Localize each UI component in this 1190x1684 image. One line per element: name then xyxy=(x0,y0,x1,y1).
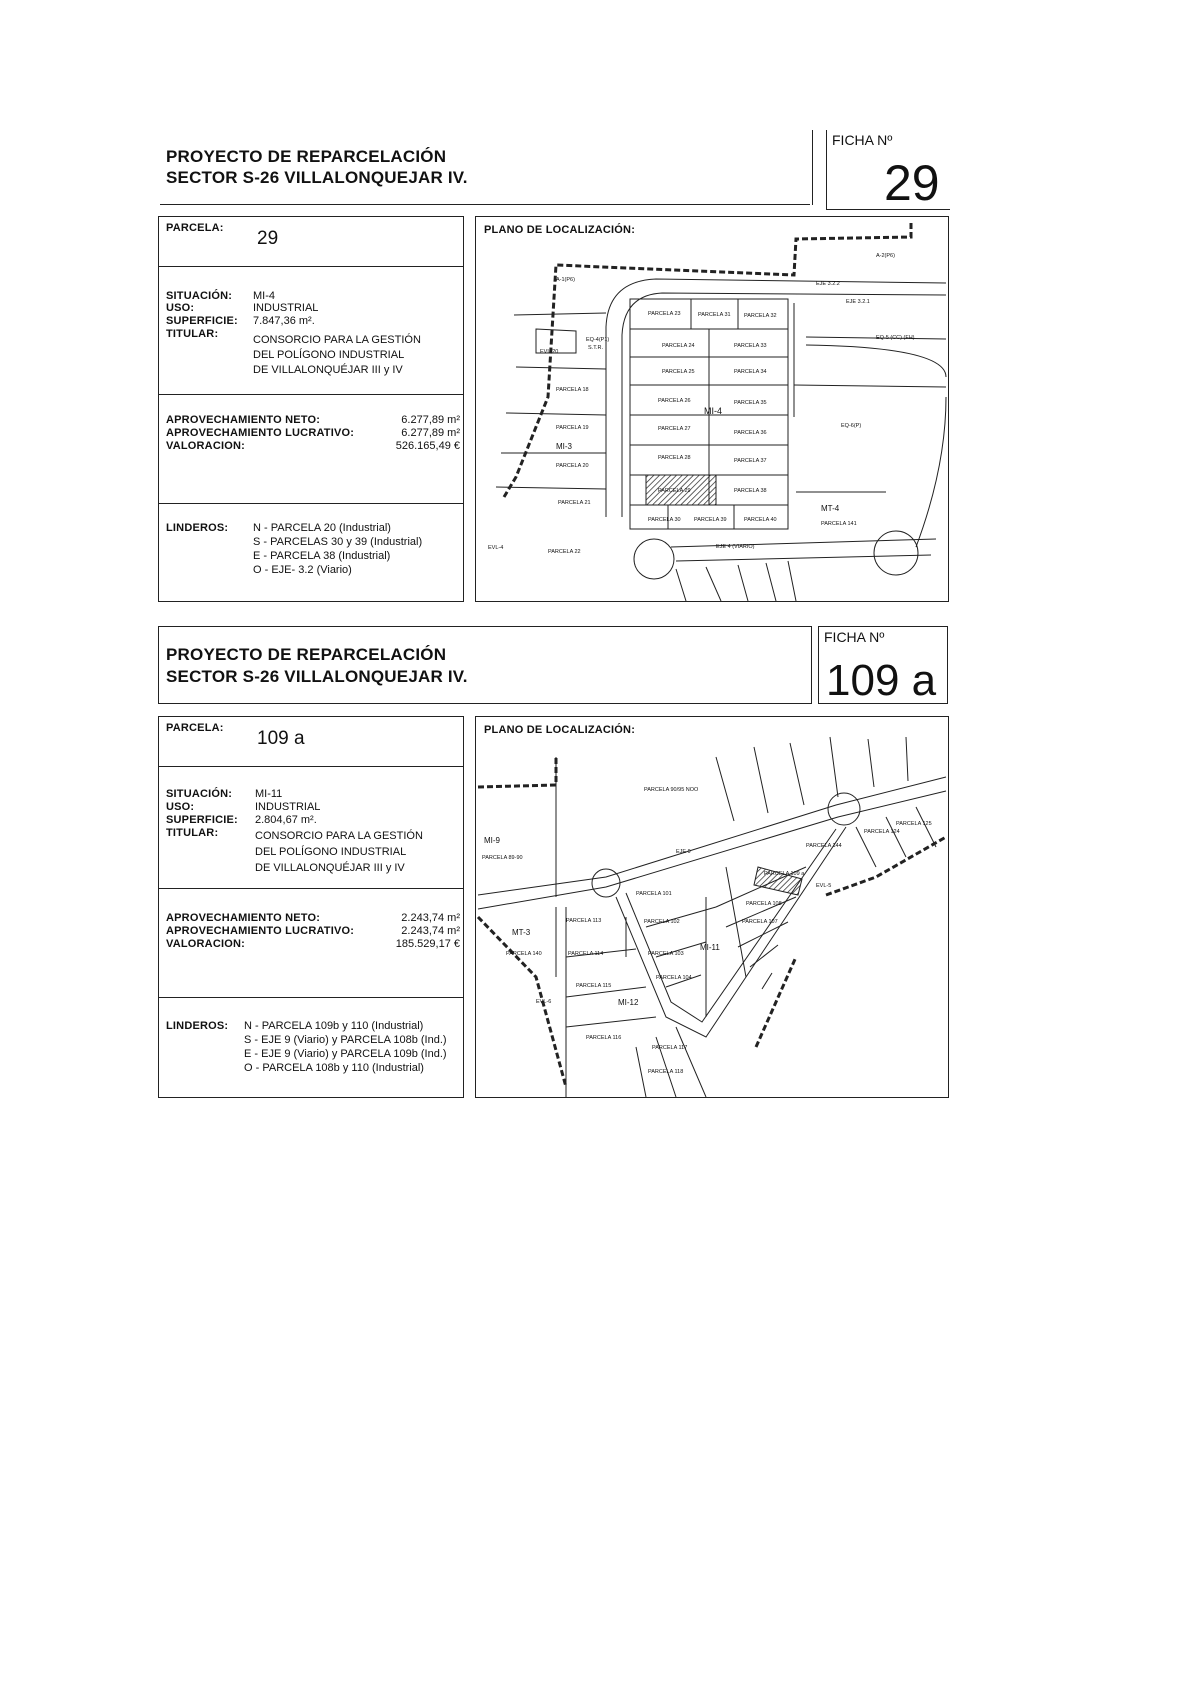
aprov-lucrativo-label: APROVECHAMIENTO LUCRATIVO: xyxy=(166,925,355,937)
map-label: PARCELA 31 xyxy=(698,312,731,318)
plano-label: PLANO DE LOCALIZACIÓN: xyxy=(484,224,636,236)
map-label: PARCELA 116 xyxy=(586,1035,622,1041)
uso-value: INDUSTRIAL xyxy=(253,302,319,314)
map-label: PARCELA 30 xyxy=(648,517,681,523)
map-label: EJE 3.2.2 xyxy=(816,281,840,287)
valoracion-label: VALORACION: xyxy=(166,440,245,452)
map-label: EJE 9 xyxy=(676,849,691,855)
map-label: PARCELA 118 xyxy=(648,1069,684,1075)
parcela-label: PARCELA: xyxy=(166,722,224,734)
map-label: A-1(P6) xyxy=(556,277,575,283)
map-label: PARCELA 19 xyxy=(556,425,589,431)
map-label: MT-4 xyxy=(821,504,840,513)
superficie-label: SUPERFICIE: xyxy=(166,814,238,826)
map-label: A-2(P6) xyxy=(876,253,895,259)
project-title: PROYECTO DE REPARCELACIÓN xyxy=(166,147,447,166)
map-label: MI-11 xyxy=(700,943,720,952)
divider xyxy=(158,997,464,998)
map-label: PARCELA 21 xyxy=(558,500,591,506)
map-label: PARCELA 124 xyxy=(864,829,900,835)
divider xyxy=(158,394,464,395)
linderos-label: LINDEROS: xyxy=(166,1020,229,1032)
aprov-neto-value: 6.277,89 m² xyxy=(401,414,460,426)
map-label: PARCELA 37 xyxy=(734,458,767,464)
map-label: PARCELA 36 xyxy=(734,430,767,436)
map-label: PARCELA 38 xyxy=(734,488,767,494)
uso-label: USO: xyxy=(166,302,195,314)
linderos-label: LINDEROS: xyxy=(166,522,229,534)
map-label: PARCELA 35 xyxy=(734,400,767,406)
ficha-number: 29 xyxy=(884,155,940,211)
ficha-box-left xyxy=(826,130,827,210)
map-label: MI-9 xyxy=(484,836,500,845)
superficie-value: 2.804,67 m². xyxy=(255,814,317,826)
map-label: EQ-5 (CC) (FH) xyxy=(876,335,915,341)
map-label: S.T.R. xyxy=(588,345,603,351)
aprov-neto-label: APROVECHAMIENTO NETO: xyxy=(166,912,321,924)
header-underline xyxy=(160,204,810,205)
map-label: PARCELA 39 xyxy=(694,517,727,523)
map-label: PARCELA 103 xyxy=(648,951,684,957)
map-label: PARCELA 33 xyxy=(734,343,767,349)
header-divider xyxy=(812,130,813,205)
titular-line: DE VILLALONQUÉJAR III y IV xyxy=(255,862,405,874)
map-label: PARCELA 23 xyxy=(648,311,681,317)
plano-label: PLANO DE LOCALIZACIÓN: xyxy=(484,724,636,736)
map-label: PARCELA 107 xyxy=(742,919,778,925)
map-label: EJE 3.2.1 xyxy=(846,299,870,305)
map-label: PARCELA 113 xyxy=(566,918,602,924)
aprov-neto-value: 2.243,74 m² xyxy=(401,912,460,924)
ficha-label: FICHA Nº xyxy=(824,629,885,645)
map-label: EQ-4(P1) xyxy=(586,337,610,343)
map-label: PARCELA 28 xyxy=(658,455,691,461)
situacion-value: MI-11 xyxy=(255,788,283,800)
map-label: PARCELA 27 xyxy=(658,426,691,432)
map-label: PARCELA 141 xyxy=(821,521,857,527)
lindero-este: E - PARCELA 38 (Industrial) xyxy=(253,550,391,562)
map-label: EVL-20 xyxy=(540,349,559,355)
uso-label: USO: xyxy=(166,801,195,813)
map-label: EVL-4 xyxy=(488,545,504,551)
divider xyxy=(158,766,464,767)
divider xyxy=(158,266,464,267)
aprov-lucrativo-value: 2.243,74 m² xyxy=(401,925,460,937)
ficha-label: FICHA Nº xyxy=(832,132,893,148)
map-label: EVL-5 xyxy=(816,883,832,889)
map-label: PARCELA 108 xyxy=(746,901,782,907)
map-label: PARCELA 104 xyxy=(656,975,692,981)
situacion-label: SITUACIÓN: xyxy=(166,788,233,800)
titular-line: CONSORCIO PARA LA GESTIÓN xyxy=(255,830,423,842)
map-label: EQ-6(P) xyxy=(841,423,862,429)
uso-value: INDUSTRIAL xyxy=(255,801,321,813)
map-label: MI-3 xyxy=(556,442,572,451)
superficie-value: 7.847,36 m². xyxy=(253,315,315,327)
map-label: PARCELA 115 xyxy=(576,983,612,989)
titular-line: DE VILLALONQUÉJAR III y IV xyxy=(253,364,403,376)
map-label: PARCELA 89-90 xyxy=(482,855,523,861)
titular-label: TITULAR: xyxy=(166,328,219,340)
lindero-sur: S - PARCELAS 30 y 39 (Industrial) xyxy=(253,536,423,548)
titular-line: DEL POLÍGONO INDUSTRIAL xyxy=(255,846,407,858)
map-label: PARCELA 40 xyxy=(744,517,777,523)
divider xyxy=(158,888,464,889)
lindero-oeste: O - EJE- 3.2 (Viario) xyxy=(253,564,352,576)
sector-title: SECTOR S-26 VILLALONQUEJAR IV. xyxy=(166,667,468,686)
parcela-value: 109 a xyxy=(257,728,305,749)
map-label: EVL-6 xyxy=(536,999,552,1005)
lindero-oeste: O - PARCELA 108b y 110 (Industrial) xyxy=(244,1062,424,1074)
aprov-lucrativo-label: APROVECHAMIENTO LUCRATIVO: xyxy=(166,427,355,439)
map-label: PARCELA 144 xyxy=(806,843,842,849)
map-label: PARCELA 32 xyxy=(744,313,777,319)
location-map xyxy=(476,217,948,601)
titular-line: CONSORCIO PARA LA GESTIÓN xyxy=(253,334,421,346)
situacion-label: SITUACIÓN: xyxy=(166,290,233,302)
parcela-label: PARCELA: xyxy=(166,222,224,234)
lindero-norte: N - PARCELA 20 (Industrial) xyxy=(253,522,391,534)
valoracion-value: 185.529,17 € xyxy=(395,938,460,950)
map-label: PARCELA 140 xyxy=(506,951,542,957)
sector-title: SECTOR S-26 VILLALONQUEJAR IV. xyxy=(166,168,468,187)
location-map xyxy=(476,717,948,1097)
map-label: PARCELA 29 xyxy=(658,488,691,494)
map-label: PARCELA 125 xyxy=(896,821,932,827)
map-label: PARCELA 117 xyxy=(652,1045,688,1051)
lindero-sur: S - EJE 9 (Viario) y PARCELA 108b (Ind.) xyxy=(244,1034,447,1046)
aprov-lucrativo-value: 6.277,89 m² xyxy=(401,427,460,439)
titular-line: DEL POLÍGONO INDUSTRIAL xyxy=(253,349,405,361)
map-label: PARCELA 25 xyxy=(662,369,695,375)
map-label: PARCELA 109 a xyxy=(764,871,805,877)
map-label: PARCELA 26 xyxy=(658,398,691,404)
parcela-value: 29 xyxy=(257,228,279,249)
situacion-value: MI-4 xyxy=(253,290,275,302)
map-label: MI-12 xyxy=(618,998,639,1007)
superficie-label: SUPERFICIE: xyxy=(166,315,238,327)
project-title: PROYECTO DE REPARCELACIÓN xyxy=(166,645,447,664)
map-label: PARCELA 90/95 NOO xyxy=(644,787,699,793)
aprov-neto-label: APROVECHAMIENTO NETO: xyxy=(166,414,321,426)
map-label: PARCELA 20 xyxy=(556,463,589,469)
titular-label: TITULAR: xyxy=(166,827,219,839)
map-label: PARCELA 22 xyxy=(548,549,581,555)
map-label: MT-3 xyxy=(512,928,531,937)
map-label: PARCELA 34 xyxy=(734,369,767,375)
map-label: PARCELA 114 xyxy=(568,951,604,957)
map-label: PARCELA 101 xyxy=(636,891,672,897)
lindero-este: E - EJE 9 (Viario) y PARCELA 109b (Ind.) xyxy=(244,1048,447,1060)
map-label: PARCELA 24 xyxy=(662,343,695,349)
ficha-number: 109 a xyxy=(826,656,937,705)
map-label: PARCELA 102 xyxy=(644,919,680,925)
map-label: EJE 4 (VIARIO) xyxy=(716,544,755,550)
map-label: MI-4 xyxy=(704,406,722,416)
valoracion-label: VALORACION: xyxy=(166,938,245,950)
lindero-norte: N - PARCELA 109b y 110 (Industrial) xyxy=(244,1020,424,1032)
valoracion-value: 526.165,49 € xyxy=(395,440,460,452)
divider xyxy=(158,503,464,504)
map-label: PARCELA 18 xyxy=(556,387,589,393)
